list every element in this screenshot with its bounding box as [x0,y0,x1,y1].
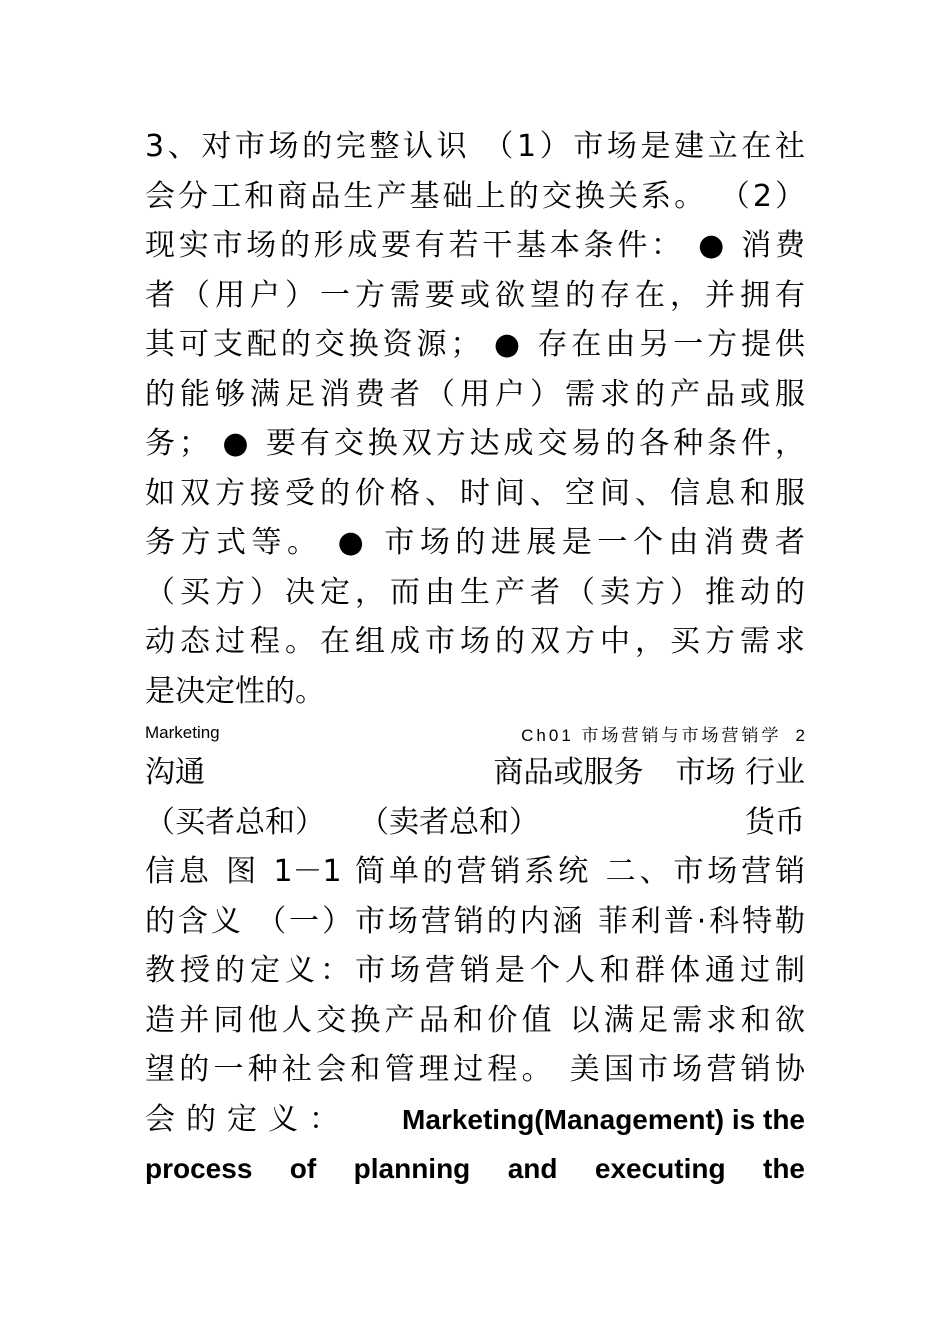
footer-left: Marketing [145,723,220,742]
section-marketing-system [145,748,805,1194]
text-line: 3、对市场的完整认识 （1）市场是建立在社 [145,129,805,164]
text-line: 的含义 （一）市场营销的内涵 菲利普·科特勒 [145,903,805,939]
text-line: 望的一种社会和管理过程。 美国市场营销协 [145,1052,805,1087]
definition-label: 会的定义： [145,1101,350,1137]
label-sellers: （卖者总和） [359,804,539,840]
label-market-industry: 市场 行业 [675,755,805,790]
text-line: 现实市场的形成要有若干基本条件： ● 消费 [145,228,805,263]
text-line: 如双方接受的价格、时间、空间、信息和服 [145,475,805,511]
text-line: 务方式等。 ● 市场的进展是一个由消费者 [145,525,805,560]
text-line: 会分工和商品生产基础上的交换关系。 （2） [145,178,805,214]
text-line: 是决定性的。 [145,673,325,709]
text-line: 动态过程。在组成市场的双方中，买方需求 [145,624,805,659]
definition-line [145,1095,805,1145]
text-line: 教授的定义：市场营销是个人和群体通过制 [145,953,805,988]
page-footer [145,718,805,748]
footer-right [521,721,805,746]
text-line: 者（用户）一方需要或欲望的存在，并拥有 [145,277,805,313]
text-line: 的能够满足消费者（用户）需求的产品或服 [145,376,805,412]
page-number: 2 [795,725,805,745]
label-goods-services: 商品或服务 [493,755,644,790]
text-line: 信息 图 1－1 简单的营销系统 二、市场营销 [145,854,805,889]
label-communication: 沟通 [145,755,205,790]
label-money: 货币 [745,804,805,840]
section-market-understanding [145,122,805,716]
footer-chapter: Ch01 市场营销与市场营销学 [521,725,782,745]
diagram-row-2 [145,798,805,848]
text-line: （买方）决定，而由生产者（卖方）推动的 [145,574,805,610]
label-buyers: （买者总和） [145,804,325,840]
text-line: 务； ● 要有交换双方达成交易的各种条件， [145,426,805,461]
definition-english: Marketing(Management) is the [402,1103,805,1135]
text-line: 其可支配的交换资源； ● 存在由另一方提供 [145,327,805,362]
diagram-row-1 [145,748,805,798]
document-page [145,122,805,1194]
text-line: 造并同他人交换产品和价值 以满足需求和欲 [145,1002,805,1038]
definition-english-continued: process of planning and executing the [145,1153,805,1184]
